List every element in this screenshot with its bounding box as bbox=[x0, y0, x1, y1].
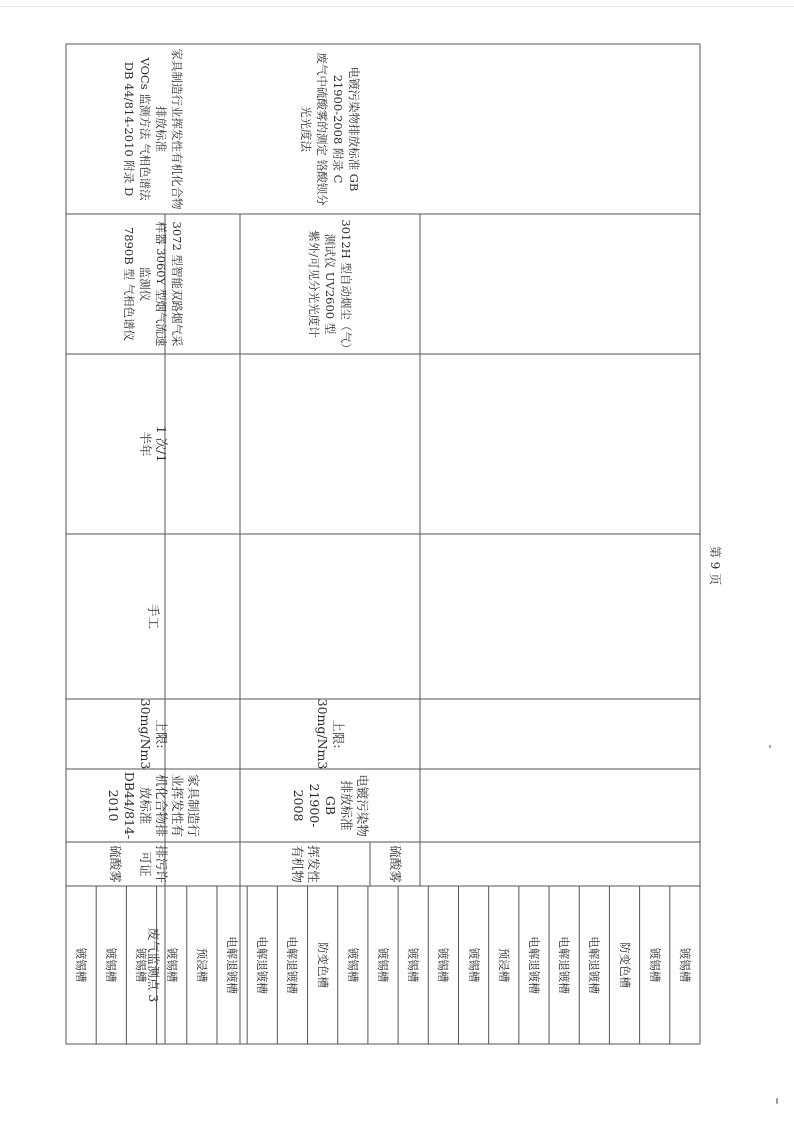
method-basis-cell: 手工 bbox=[146, 603, 161, 629]
method-basis-cell bbox=[240, 534, 420, 699]
frequency-cell bbox=[240, 354, 420, 534]
tank-name-cell: 镀锡槽 bbox=[134, 947, 149, 983]
method-standard-cell: 电镀污染物排放标准 GB 21900-2008 附录 C 废气中硫酸雾的测定 铬酸钡分光光度法 bbox=[299, 52, 361, 206]
tank-name-cell: 镀锡槽 bbox=[436, 947, 451, 983]
tank-name-cell: 电解退镀槽 bbox=[225, 936, 240, 994]
tank-name-cell: 电解退镀槽 bbox=[526, 936, 541, 994]
frequency-cell: 1 次/1 半年 bbox=[138, 425, 169, 463]
tank-name-cell: 电解退镀槽 bbox=[255, 936, 270, 994]
tank-name-cell: 镀锡槽 bbox=[376, 947, 391, 983]
page-number bbox=[708, 540, 724, 590]
tank-name-cell: 镀锡槽 bbox=[406, 947, 421, 983]
tank-name-cell: 电解退镀槽 bbox=[587, 936, 602, 994]
standard-cell: 家具制造行业挥发性有机化合物排放标准 DB44/814-2010 bbox=[106, 771, 201, 840]
tank-name-cell: 防变色槽 bbox=[617, 942, 632, 988]
standard-cell: 电镀污染物排放标准 GB 21900-2008 bbox=[291, 774, 370, 837]
limit-cell: 上限: 30mg/Nm3 bbox=[315, 698, 346, 770]
tank-name-cell: 预浸槽 bbox=[194, 947, 209, 983]
tank-name-cell: 电解退镀槽 bbox=[557, 936, 572, 994]
monitoring-table bbox=[66, 44, 700, 1044]
tank-name-cell: 镀锡槽 bbox=[647, 947, 662, 983]
scan-edge bbox=[0, 6, 794, 7]
monitoring-point-cell: 废气监测点 3 bbox=[146, 927, 161, 1003]
tank-name-cell: 镀锡槽 bbox=[104, 947, 119, 983]
tank-name-cell: 防变色槽 bbox=[315, 942, 330, 988]
tank-name-cell: 镀锡槽 bbox=[164, 947, 179, 983]
instrument-cell: 3072 型智能双路烟气采样器 3060Y 型烟气流速监测仪 7890B 型 气相色谱仪 bbox=[122, 221, 184, 347]
method-standard-cell: 家具制造行业挥发性有机化合物排放标准 VOCs 监测方法 气相色谱法 DB 44/814-2010 附录 D bbox=[122, 48, 184, 210]
page-number-text: 第 9 页 bbox=[708, 545, 723, 585]
tank-name-cell: 镀锡槽 bbox=[466, 947, 481, 983]
pollutant-cell: 挥发性有机物 bbox=[290, 845, 321, 883]
instrument-cell: 3012H 型自动烟尘（气）测试仪 UV2600 型 紫外/可见分光光度计 bbox=[307, 219, 353, 349]
pollutant-cell: 硫酸雾 bbox=[108, 845, 124, 883]
scan-speck bbox=[769, 745, 771, 748]
tank-name-cell: 预浸槽 bbox=[496, 947, 511, 983]
scan-speck bbox=[776, 1098, 778, 1104]
tank-name-cell: 镀锡槽 bbox=[677, 947, 692, 983]
tank-name-cell: 电解退镀槽 bbox=[285, 936, 300, 994]
tank-name-cell: 镀锡槽 bbox=[74, 947, 89, 983]
tank-name-cell: 镀锡槽 bbox=[345, 947, 360, 983]
pollutant-cell: 硫酸雾 bbox=[388, 845, 403, 883]
license-basis-cell: 排污许可证 bbox=[138, 845, 169, 883]
limit-cell: 上限: 30mg/Nm3 bbox=[138, 698, 169, 770]
